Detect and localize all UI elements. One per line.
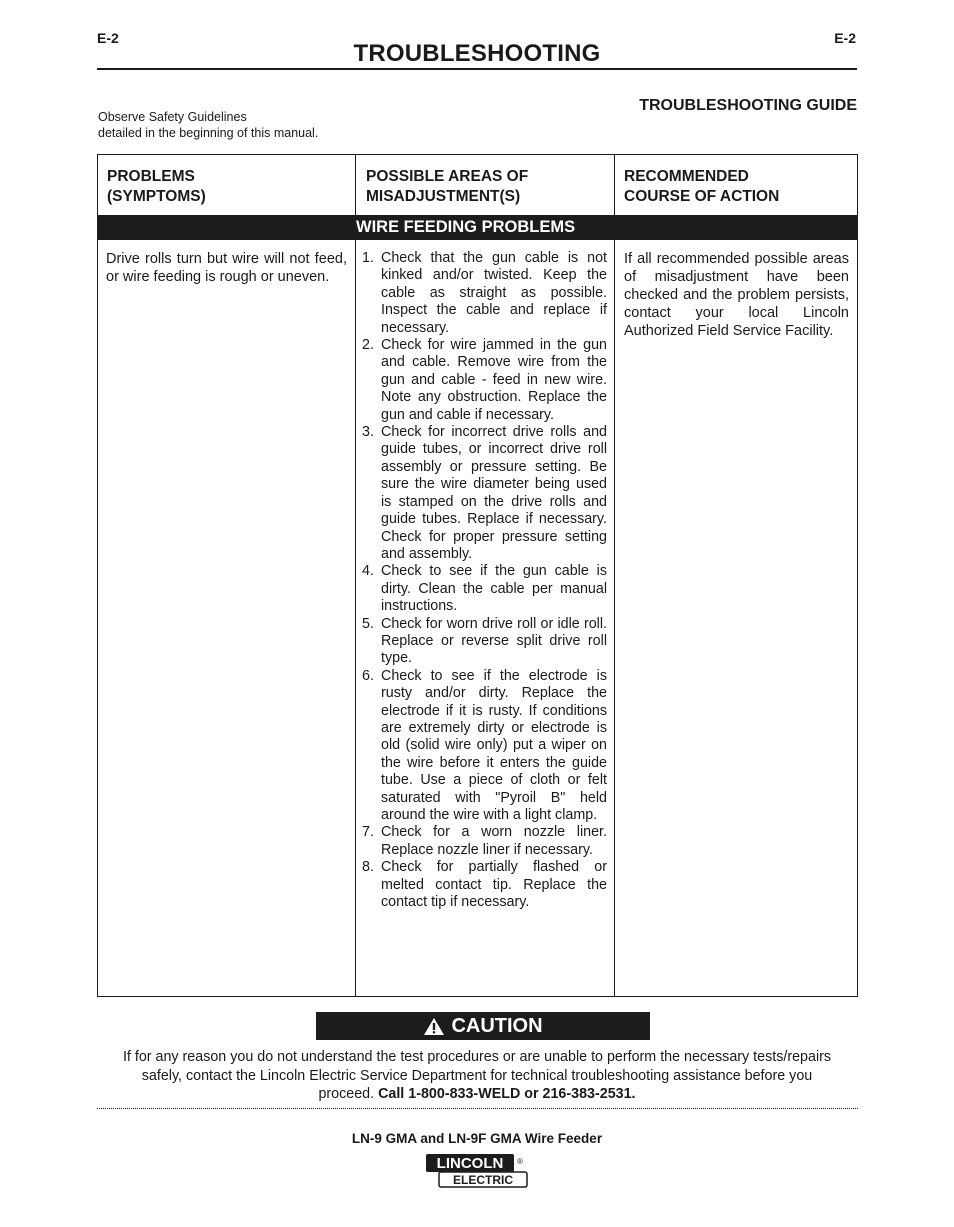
safety-note	[98, 109, 318, 141]
title-rule	[97, 68, 857, 70]
step-text: Check for worn drive roll or idle roll. Replace or reverse split drive roll type.	[381, 615, 607, 667]
step-text: Check for incorrect drive rolls and guide tubes, or incorrect drive roll assembly or pressure setting. Be sure the wire diameter being used is stamped on the drive rolls and guide tubes. Replace if necessary. Check for proper pressure setting and assembly.	[381, 424, 607, 562]
step-text: Check for wire jammed in the gun and cable. Remove wire from the gun and cable - feed in new wire. Note any obstruction. Replace the gun and cable if necessary.	[381, 337, 607, 423]
column-header-line: POSSIBLE AREAS OF	[366, 168, 529, 185]
list-item	[362, 250, 607, 337]
logo-top-text: LINCOLN	[436, 1155, 504, 1172]
list-item	[362, 859, 607, 911]
footer-divider	[97, 1108, 858, 1109]
footer-title: LN-9 GMA and LN-9F GMA Wire Feeder	[351, 1131, 603, 1146]
column-divider-1	[355, 154, 356, 997]
safety-note-line-1: Observe Safety Guidelines	[98, 110, 247, 124]
warning-triangle-icon	[423, 1017, 445, 1036]
misadjustment-steps	[362, 250, 607, 911]
step-number: 4.	[362, 563, 374, 580]
problem-description: Drive rolls turn but wire will not feed, or wire feeding is rough or uneven.	[106, 251, 347, 285]
caution-phone: Call 1-800-833-WELD or 216-383-2531.	[378, 1086, 636, 1102]
step-number: 5.	[362, 615, 374, 632]
list-item	[362, 424, 607, 563]
logo-bottom-text: ELECTRIC	[453, 1173, 513, 1187]
column-header-line: (SYMPTOMS)	[107, 188, 206, 205]
step-number: 8.	[362, 859, 374, 876]
column-header-action	[624, 167, 779, 207]
list-item	[362, 824, 607, 859]
guide-title: TROUBLESHOOTING GUIDE	[639, 97, 857, 114]
column-header-line: RECOMMENDED	[624, 168, 749, 185]
page-number-right: E-2	[834, 30, 856, 46]
recommended-action: If all recommended possible areas of misadjustment have been checked and the problem persists, contact your local Lincoln Authorized Field Service Facility.	[624, 251, 849, 339]
page-number-left: E-2	[97, 30, 119, 46]
step-text: Check to see if the electrode is rusty and/or dirty. Replace the electrode if it is rusty. If conditions are extremely dirty or electrode is old (solid wire only) put a wiper on the wire before it enters the guide tube. Use a piece of cloth or felt saturated with "Pyroil B" held around the wire with a light clamp.	[381, 667, 607, 823]
column-header-line: MISADJUSTMENT(S)	[366, 188, 521, 205]
caution-text	[120, 1048, 834, 1104]
step-number: 2.	[362, 337, 374, 354]
list-item	[362, 563, 607, 615]
list-item	[362, 616, 607, 668]
step-text: Check for a worn nozzle liner. Replace nozzle liner if necessary.	[381, 824, 607, 858]
step-number: 3.	[362, 424, 374, 441]
list-item	[362, 668, 607, 825]
section-label: WIRE FEEDING PROBLEMS	[356, 218, 576, 236]
step-number: 7.	[362, 824, 374, 841]
page-title: TROUBLESHOOTING	[353, 40, 601, 67]
step-number: 6.	[362, 667, 374, 684]
column-header-problems	[107, 167, 206, 207]
step-number: 1.	[362, 250, 374, 266]
list-item	[362, 337, 607, 424]
step-text: Check to see if the gun cable is dirty. Clean the cable per manual instructions.	[381, 563, 607, 615]
column-header-misadjustments	[366, 167, 528, 207]
column-header-line: PROBLEMS	[107, 168, 195, 185]
caution-banner	[316, 1012, 650, 1040]
lincoln-electric-logo	[425, 1153, 528, 1188]
column-header-line: COURSE OF ACTION	[624, 188, 780, 205]
caution-label: CAUTION	[451, 1014, 543, 1037]
step-text: Check for partially flashed or melted contact tip. Replace the contact tip if necessary.	[381, 859, 607, 911]
registered-mark: ®	[517, 1157, 523, 1166]
column-divider-2	[614, 154, 615, 997]
step-text: Check that the gun cable is not kinked and/or twisted. Keep the cable as straight as possible. Inspect the cable and replace if necessary.	[381, 250, 607, 336]
caution-body: If for any reason you do not understand the test procedures or are unable to perform the necessary tests/repairs safely, contact the Lincoln Electric Service Department for technical troubleshooting assistance before you proceed.	[122, 1049, 832, 1102]
safety-note-line-2: detailed in the beginning of this manual.	[98, 126, 319, 140]
